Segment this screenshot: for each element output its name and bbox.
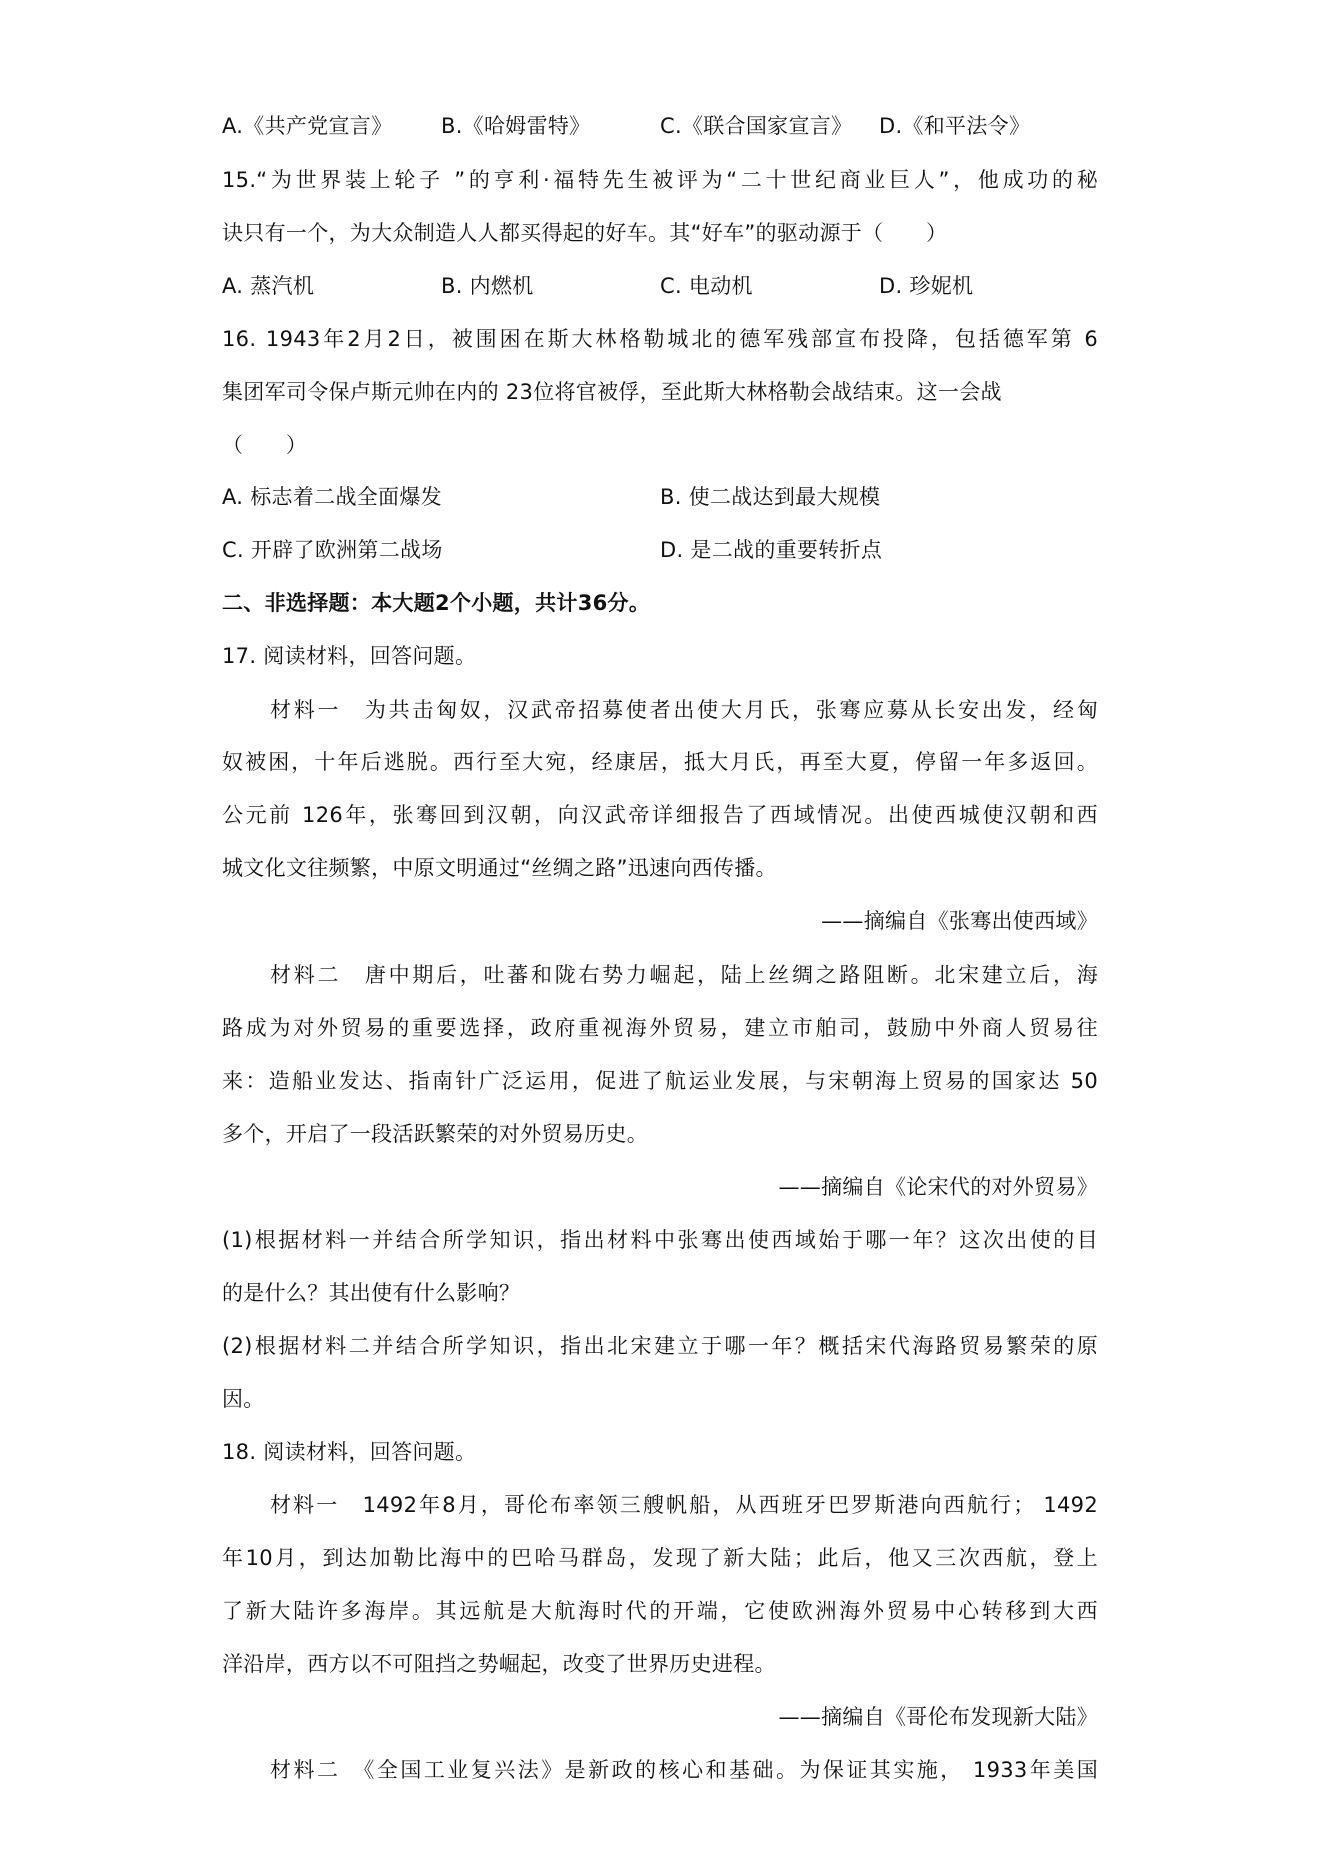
q17-question1-line-2: 的是什么？其出使有什么影响？ bbox=[222, 1281, 521, 1305]
q16-options-row-1 bbox=[222, 477, 1098, 517]
q15-option-c: C. 电动机 bbox=[660, 274, 753, 298]
q15-option-d: D. 珍妮机 bbox=[879, 274, 974, 298]
q16-stem-line-1: 16. 1943年2月2日，被围困在斯大林格勒城北的德军残部宣布投降，包括德军第 6 bbox=[222, 327, 1098, 351]
q16-option-c: C. 开辟了欧洲第二战场 bbox=[222, 538, 443, 562]
q14-option-c: C.《联合国家宣言》 bbox=[660, 114, 853, 138]
q15-stem-line-2: 诀只有一个，为大众制造人人都买得起的好车。其“好车”的驱动源于（ ） bbox=[222, 221, 948, 245]
q16-option-b: B. 使二战达到最大规模 bbox=[660, 485, 881, 509]
q17-material2-line-3: 来：造船业发达、指南针广泛运用，促进了航运业发展，与宋朝海上贸易的国家达 50 bbox=[222, 1069, 1098, 1093]
q14-options-row bbox=[222, 106, 1098, 146]
q17-material2-line-2: 路成为对外贸易的重要选择，政府重视海外贸易，建立市舶司，鼓励中外商人贸易往 bbox=[222, 1016, 1098, 1040]
q17-question2-line-2: 因。 bbox=[222, 1387, 265, 1411]
q18-material1-line-4: 洋沿岸，西方以不可阻挡之势崛起，改变了世界历史进程。 bbox=[222, 1652, 776, 1676]
q17-material1-line-1: 材料一 为共击匈奴，汉武帝招募使者出使大月氏，张骞应募从长安出发，经匈 bbox=[270, 698, 1098, 722]
q15-option-a: A. 蒸汽机 bbox=[222, 274, 315, 298]
q18-material1-line-2: 年10月，到达加勒比海中的巴哈马群岛，发现了新大陆；此后，他又三次西航，登上 bbox=[222, 1546, 1098, 1570]
section-2-heading: 二、非选择题：本大题2个小题，共计36分。 bbox=[222, 591, 651, 615]
q17-title: 17. 阅读材料，回答问题。 bbox=[222, 644, 477, 668]
q17-material2-line-4: 多个，开启了一段活跃繁荣的对外贸易历史。 bbox=[222, 1122, 648, 1146]
q16-option-a: A. 标志着二战全面爆发 bbox=[222, 485, 442, 509]
q14-option-d: D.《和平法令》 bbox=[879, 114, 1031, 138]
q18-material2-line-1: 材料二 《全国工业复兴法》是新政的核心和基础。为保证其实施， 1933年美国 bbox=[270, 1758, 1098, 1782]
q18-material1-line-3: 了新大陆许多海岸。其远航是大航海时代的开端，它使欧洲海外贸易中心转移到大西 bbox=[222, 1599, 1098, 1623]
q16-stem-line-2: 集团军司令保卢斯元帅在内的 23位将官被俘，至此斯大林格勒会战结束。这一会战 bbox=[222, 380, 1002, 404]
q16-stem-line-3: （ ） bbox=[222, 433, 308, 457]
q18-material1-line-1: 材料一 1492年8月，哥伦布率领三艘帆船，从西班牙巴罗斯港向西航行； 1492 bbox=[270, 1493, 1098, 1517]
q14-option-a: A.《共产党宣言》 bbox=[222, 114, 393, 138]
q17-material1-line-3: 公元前 126年，张骞回到汉朝，向汉武帝详细报告了西域情况。出使西城使汉朝和西 bbox=[222, 803, 1098, 827]
q16-option-d: D. 是二战的重要转折点 bbox=[660, 538, 883, 562]
q15-options-row bbox=[222, 266, 1098, 306]
q17-question1-line-1: (1)根据材料一并结合所学知识，指出材料中张骞出使西域始于哪一年？这次出使的目 bbox=[222, 1228, 1098, 1252]
q17-question2-line-1: (2)根据材料二并结合所学知识，指出北宋建立于哪一年？概括宋代海路贸易繁荣的原 bbox=[222, 1334, 1098, 1358]
q17-material2-source: ——摘编自《论宋代的对外贸易》 bbox=[778, 1175, 1098, 1199]
q17-material1-line-4: 城文化文往频繁，中原文明通过“丝绸之路”迅速向西传播。 bbox=[222, 856, 777, 880]
q17-material1-source: ——摘编自《张骞出使西域》 bbox=[821, 909, 1098, 933]
q17-material1-line-2: 奴被困，十年后逃脱。西行至大宛，经康居，抵大月氏，再至大夏，停留一年多返回。 bbox=[222, 750, 1098, 774]
q18-title: 18. 阅读材料，回答问题。 bbox=[222, 1440, 477, 1464]
q16-options-row-2 bbox=[222, 530, 1098, 570]
q15-stem-line-1: 15.“为世界装上轮子 ”的亨利·福特先生被评为“二十世纪商业巨人”，他成功的秘 bbox=[222, 168, 1098, 192]
q18-material1-source: ——摘编自《哥伦布发现新大陆》 bbox=[778, 1705, 1098, 1729]
q15-option-b: B. 内燃机 bbox=[441, 274, 534, 298]
q17-material2-line-1: 材料二 唐中期后，吐蕃和陇右势力崛起，陆上丝绸之路阻断。北宋建立后，海 bbox=[270, 963, 1098, 987]
q14-option-b: B.《哈姆雷特》 bbox=[441, 114, 591, 138]
